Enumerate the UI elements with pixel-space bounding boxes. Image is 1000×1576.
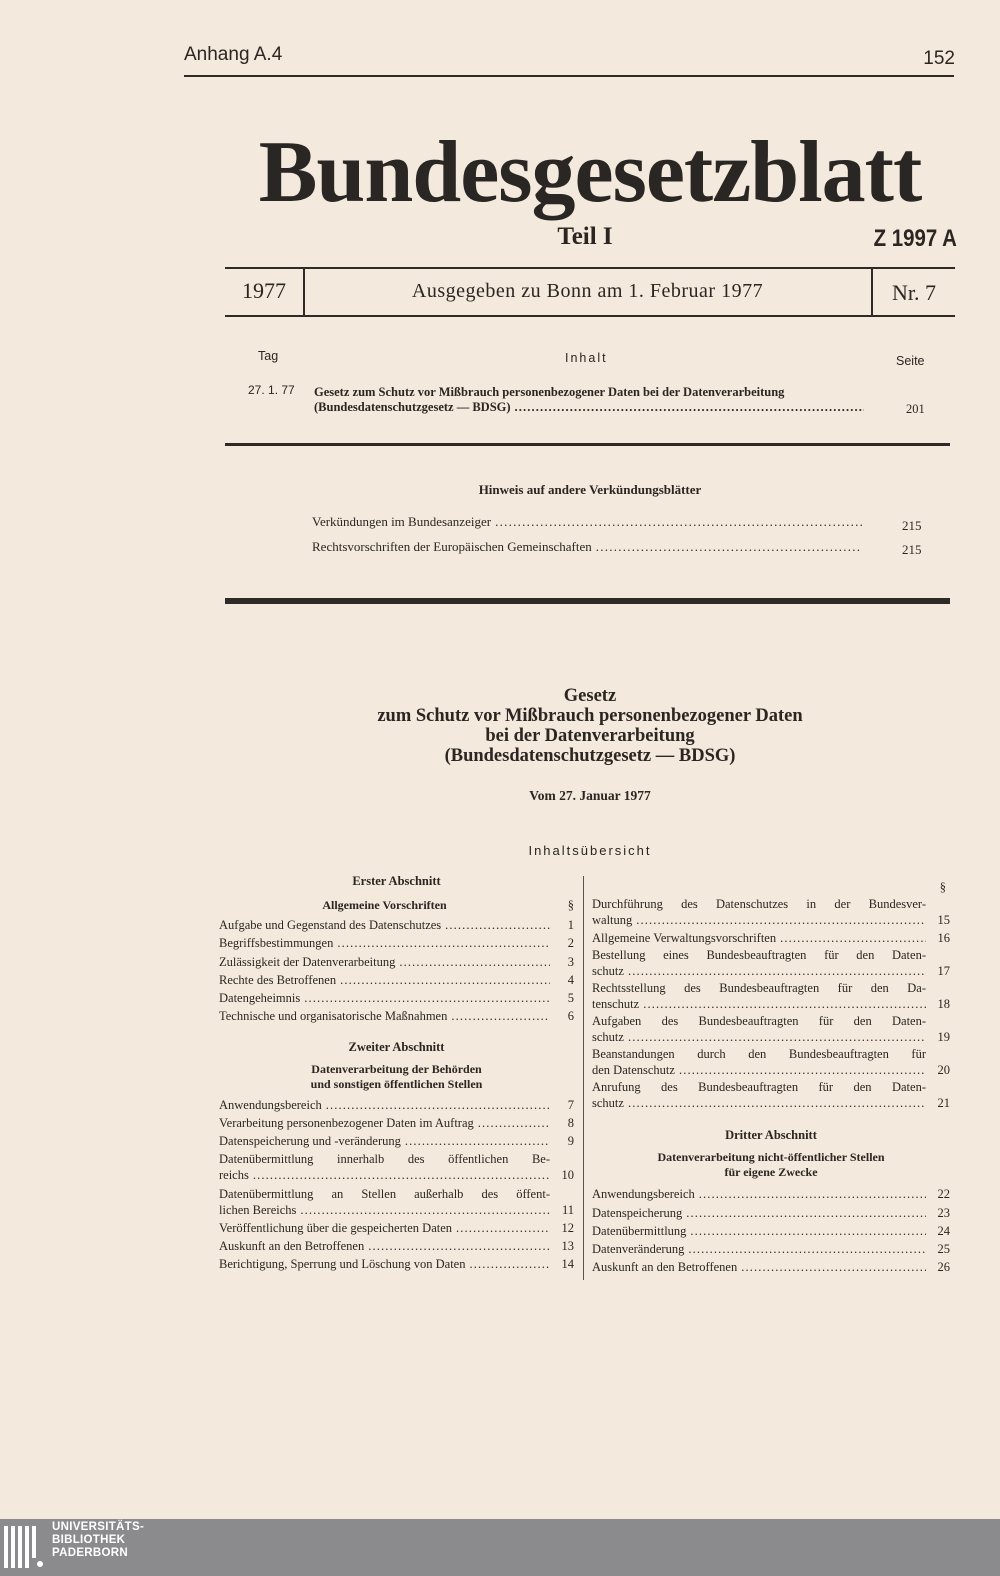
toc-item-number: 21: [937, 1096, 950, 1111]
contents-col-contents: Inhalt: [565, 351, 608, 365]
hint-title: Hinweis auf andere Verkündungsblätter: [478, 482, 702, 497]
dot-leader: [340, 971, 550, 989]
toc-item-text: Rechte des Betroffenen: [219, 972, 337, 987]
toc-item-text: Aufgabe und Gegenstand des Datenschutzes: [219, 918, 442, 932]
dot-leader: [515, 400, 864, 415]
toc-item-text: waltung: [592, 913, 633, 927]
toc-item: [592, 929, 950, 947]
contents-entry-subtitle: [314, 400, 864, 415]
law-title-line: bei der Datenverarbeitung: [485, 726, 695, 746]
toc-item-text: Datengeheimnis: [219, 991, 301, 1006]
masthead-title: Bundesgesetzblatt: [258, 124, 922, 221]
law-title: [225, 686, 955, 766]
toc-item: [219, 1007, 574, 1025]
toc-item-text: schutz: [592, 1030, 624, 1045]
toc-item: [592, 1240, 950, 1258]
section-sign: §: [567, 897, 574, 912]
toc-item-continuation: [592, 1095, 950, 1112]
toc-left-column: [219, 874, 574, 1274]
hint-row-text: Rechtsvorschriften der Europäischen Gemeinschaften: [312, 539, 592, 554]
toc-item-number: 6: [567, 1009, 574, 1024]
toc-item: [592, 1013, 950, 1046]
toc-item: [219, 989, 574, 1007]
toc-item-text: Zulässigkeit der Datenverarbeitung: [219, 954, 396, 969]
toc-item-text: Berichtigung, Sperrung und Löschung von Daten: [219, 1257, 466, 1272]
toc-item-text: schutz: [592, 964, 624, 979]
library-logo-line: UNIVERSITÄTS-: [52, 1521, 145, 1533]
dot-leader: [643, 996, 926, 1012]
column-divider: [583, 876, 584, 1280]
toc-item-text: schutz: [592, 1096, 624, 1111]
toc-item-number: 12: [561, 1220, 574, 1235]
toc-item-number: 18: [937, 997, 950, 1012]
toc-item-text: Allgemeine Verwaltungsvorschriften: [592, 931, 777, 945]
toc-item: [592, 980, 950, 1013]
toc-item-text: Beanstandungen durch den Bundesbeauftragten für: [592, 1047, 926, 1062]
library-logo-text: [52, 1521, 144, 1560]
toc-item-text: Auskunft an den Betroffenen: [219, 1238, 365, 1253]
toc-item-text: Anwendungsbereich: [219, 1097, 322, 1112]
toc-item-continuation: [592, 996, 950, 1013]
toc-item-text: tenschutz: [592, 997, 640, 1012]
dot-leader: [399, 953, 550, 971]
section-heading: Zweiter Abschnitt: [348, 1039, 445, 1054]
toc-item-text: Verarbeitung personenbezogener Daten im Auftrag: [219, 1116, 474, 1131]
masthead-part: Teil I: [557, 223, 613, 250]
law-title-line: Gesetz: [563, 686, 617, 706]
toc-item-continuation: [592, 1062, 950, 1079]
toc-item-text: Veröffentlichung über die gespeicherten Daten: [219, 1220, 453, 1235]
toc-item-text: Begriffsbestimmungen: [219, 936, 334, 951]
toc-item-text: Datenübermittlung innerhalb des öffentlichen Be-: [219, 1151, 550, 1166]
toc-item: [592, 1222, 950, 1240]
contents-entry-date: 27. 1. 77: [248, 383, 295, 397]
dot-leader: [253, 1167, 550, 1183]
toc-item: [592, 1204, 950, 1222]
dot-leader: [456, 1219, 550, 1237]
section-subheading: für eigene Zwecke: [724, 1165, 818, 1180]
header-rule: [184, 75, 954, 77]
overview-heading: Inhaltsübersicht: [528, 843, 652, 858]
law-title-line: (Bundesdatenschutzgesetz — BDSG): [444, 746, 736, 766]
toc-item: [219, 1237, 574, 1255]
toc-item-text: den Datenschutz: [592, 1063, 675, 1078]
toc-item-continuation: [219, 1202, 574, 1219]
hint-row: [312, 514, 862, 530]
toc-item-number: 10: [561, 1167, 574, 1182]
toc-item: [219, 1132, 574, 1150]
toc-item: [219, 1151, 574, 1184]
dot-leader: [690, 1222, 926, 1240]
toc-item-number: 17: [937, 964, 950, 979]
annex-label: Anhang A.4: [184, 44, 283, 65]
toc-item-number: 25: [937, 1242, 950, 1257]
toc-item-number: 20: [937, 1063, 950, 1078]
section-subheading: und sonstigen öffentlichen Stellen: [310, 1076, 483, 1091]
toc-item-text: Anrufung des Bundesbeauftragten für den Daten-: [592, 1080, 926, 1095]
toc-item: [219, 1114, 574, 1132]
toc-item-number: 24: [937, 1223, 950, 1238]
toc-item: [219, 1096, 574, 1114]
section-subheading: Datenverarbeitung der Behörden: [311, 1061, 482, 1076]
dot-leader: [596, 539, 862, 555]
toc-item-continuation: [592, 963, 950, 980]
dot-leader: [337, 934, 550, 952]
contents-entry-subtitle-text: (Bundesdatenschutzgesetz — BDSG): [314, 400, 511, 414]
section-sign: §: [939, 880, 946, 894]
library-logo-line: BIBLIOTHEK: [52, 1534, 126, 1546]
toc-item-number: 14: [561, 1257, 574, 1272]
toc-item-text: Datenspeicherung und -veränderung: [219, 1134, 401, 1149]
section-sub-row: [219, 894, 574, 916]
toc-item-continuation: [219, 1167, 574, 1184]
toc-item: [219, 971, 574, 989]
toc-item-number: 4: [567, 972, 574, 987]
toc-item-text: Aufgaben des Bundesbeauftragten für den Daten-: [592, 1014, 926, 1029]
law-title-line: zum Schutz vor Mißbrauch personenbezogener Daten: [377, 706, 803, 726]
masthead-code: Z 1997 A: [873, 225, 957, 252]
library-logo-icon: [4, 1526, 44, 1568]
issue-year: 1977: [225, 269, 305, 315]
toc-item-number: 19: [937, 1030, 950, 1045]
toc-item-text: Rechtsstellung des Bundesbeauftragten für den Da-: [592, 981, 926, 996]
toc-item-text: lichen Bereichs: [219, 1202, 297, 1217]
contents-col-page: Seite: [896, 354, 925, 368]
toc-item-text: Datenübermittlung: [592, 1223, 687, 1238]
dot-leader: [699, 1185, 926, 1203]
law-date: Vom 27. Januar 1977: [529, 788, 651, 803]
dot-leader: [780, 929, 926, 947]
toc-item-text: Datenspeicherung: [592, 1205, 683, 1220]
toc-item: [219, 934, 574, 952]
hint-row: [312, 539, 862, 555]
section-subheading: Allgemeine Vorschriften: [322, 897, 447, 912]
toc-item-text: reichs: [219, 1167, 249, 1182]
toc-item: [592, 947, 950, 980]
toc-item-number: 23: [937, 1205, 950, 1220]
toc-item-number: 8: [567, 1116, 574, 1131]
dot-leader: [688, 1240, 926, 1258]
hint-row-text: Verkündungen im Bundesanzeiger: [312, 514, 492, 529]
contents-entry-title: Gesetz zum Schutz vor Mißbrauch personenbezogener Daten bei der Datenverarbeitung: [314, 385, 785, 399]
dot-leader: [326, 1096, 550, 1114]
toc-item: [219, 1186, 574, 1219]
dot-leader: [469, 1255, 550, 1273]
dot-leader: [741, 1258, 926, 1276]
section-heading: Dritter Abschnitt: [725, 1128, 817, 1143]
toc-item: [592, 1046, 950, 1079]
toc-item-text: Anwendungsbereich: [592, 1187, 695, 1202]
toc-item-continuation: [592, 1029, 950, 1046]
hint-rule: [225, 598, 950, 604]
toc-item: [219, 953, 574, 971]
dot-leader: [304, 989, 550, 1007]
toc-item: [592, 896, 950, 929]
dot-leader: [300, 1202, 550, 1218]
toc-item-text: Bestellung eines Bundesbeauftragten für den Daten-: [592, 948, 926, 963]
toc-item: [592, 1185, 950, 1203]
toc-item-number: 7: [567, 1097, 574, 1112]
contents-rule: [225, 443, 950, 446]
dot-leader: [405, 1132, 550, 1150]
toc-item: [219, 1255, 574, 1273]
section-subheading: Datenverarbeitung nicht-öffentlicher Stellen: [657, 1150, 885, 1165]
dot-leader: [478, 1114, 550, 1132]
dot-leader: [368, 1237, 550, 1255]
dot-leader: [679, 1062, 926, 1078]
toc-item: [592, 1079, 950, 1112]
dot-leader: [445, 916, 550, 934]
issue-box: [225, 267, 955, 317]
toc-item-number: 5: [567, 991, 574, 1006]
toc-item-number: 3: [567, 954, 574, 969]
toc-item-continuation: [592, 912, 950, 929]
toc-item: [219, 1219, 574, 1237]
toc-item-text: Datenübermittlung an Stellen außerhalb des öffent-: [219, 1186, 550, 1201]
toc-item-number: 11: [561, 1202, 574, 1217]
dot-leader: [636, 912, 926, 928]
issue-number: Nr. 7: [871, 269, 955, 315]
dot-leader: [628, 1029, 926, 1045]
toc-item-number: 13: [561, 1238, 574, 1253]
dot-leader: [628, 963, 926, 979]
section-heading: Erster Abschnitt: [352, 874, 441, 888]
toc-item: [219, 916, 574, 934]
toc-item-text: Auskunft an den Betroffenen: [592, 1260, 738, 1275]
hint-row-page: 215: [902, 518, 922, 533]
dot-leader: [495, 514, 862, 530]
library-footer-bar: [0, 1519, 1000, 1576]
toc-item: [592, 1258, 950, 1276]
toc-item-number: 16: [937, 931, 950, 945]
toc-item-number: 9: [567, 1134, 574, 1149]
hint-row-page: 215: [902, 542, 922, 557]
toc-item-text: Durchführung des Datenschutzes in der Bundesver-: [592, 897, 926, 911]
toc-item-number: 2: [567, 936, 574, 951]
contents-entry-page: 201: [906, 402, 925, 416]
library-logo-line: PADERBORN: [52, 1547, 128, 1559]
issue-place-date: Ausgegeben zu Bonn am 1. Februar 1977: [411, 280, 764, 302]
toc-item-number: 22: [937, 1187, 950, 1202]
dot-leader: [628, 1095, 926, 1111]
toc-item-text: Datenveränderung: [592, 1242, 685, 1257]
toc-item-number: 15: [937, 913, 950, 927]
contents-col-day: Tag: [258, 349, 279, 363]
toc-right-column: [592, 874, 950, 1277]
toc-item-text: Technische und organisatorische Maßnahmen: [219, 1009, 448, 1024]
dot-leader: [451, 1007, 550, 1025]
dot-leader: [686, 1204, 926, 1222]
page-number: 152: [923, 48, 955, 69]
toc-item-number: 1: [567, 918, 574, 932]
toc-item-number: 26: [937, 1260, 950, 1275]
